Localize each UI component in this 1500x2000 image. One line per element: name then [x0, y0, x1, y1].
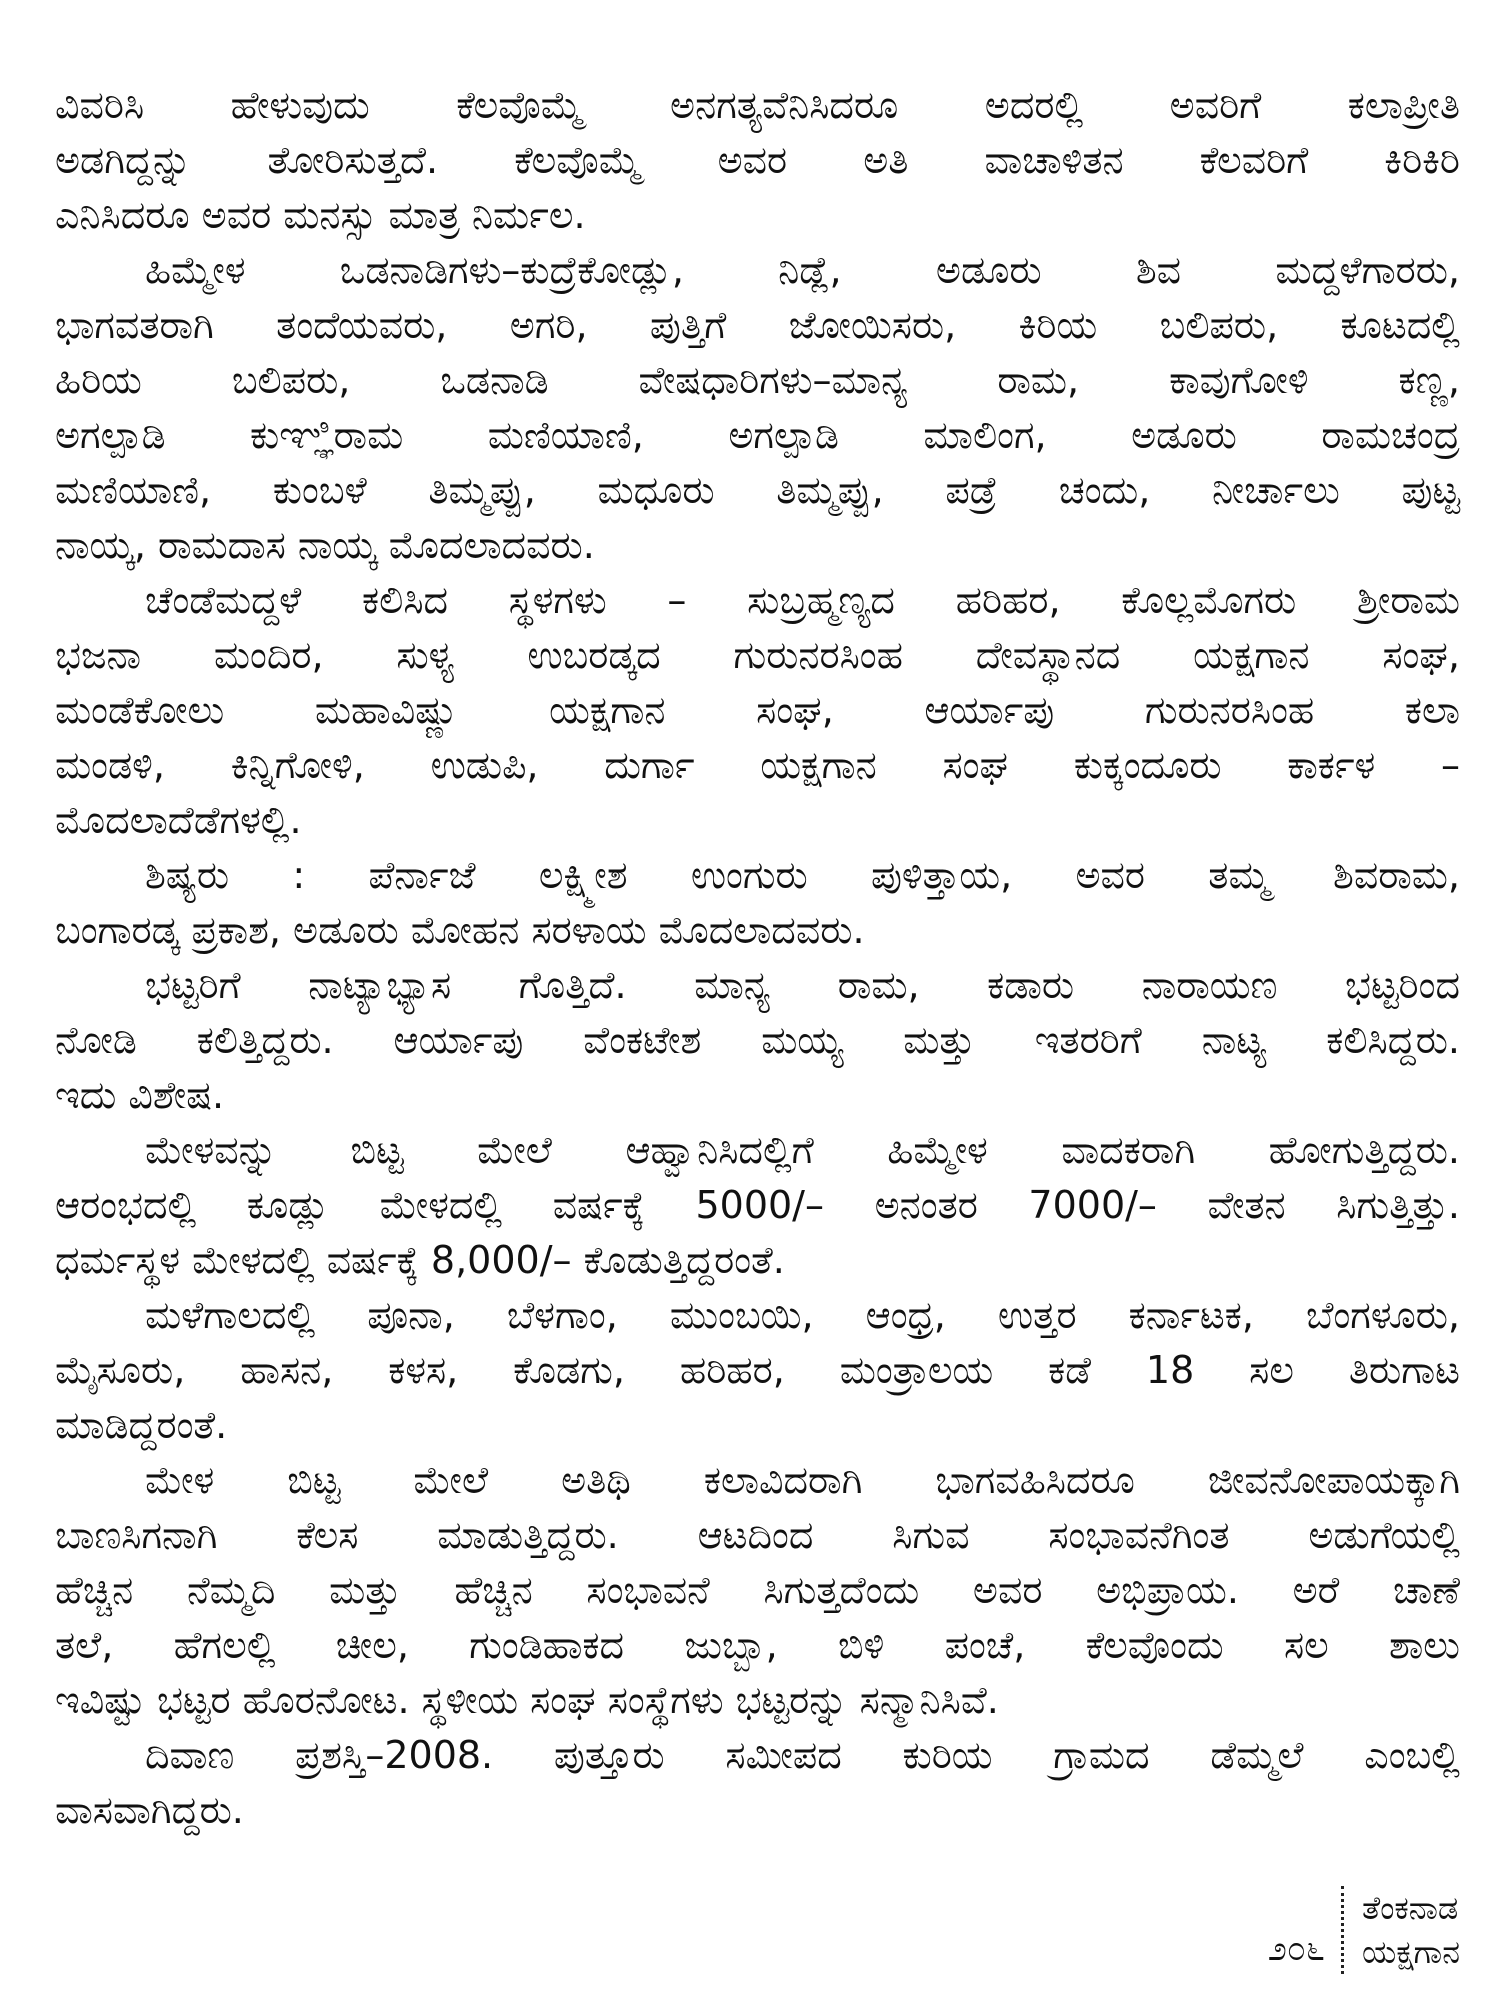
paragraph-7 — [55, 1288, 1460, 1453]
text-line: ಇವಿಷ್ಟು ಭಟ್ಟರ ಹೊರನೋಟ. ಸ್ಥಳೀಯ ಸಂಘ ಸಂಸ್ಥೆಗಳು ಭಟ್ಟರನ್ನು ಸನ್ಮಾನಿಸಿವೆ. — [55, 1678, 999, 1722]
text-line: ವಾಸವಾಗಿದ್ದರು. — [55, 1788, 244, 1832]
footer-divider — [1341, 1886, 1344, 1974]
text-line: ಧರ್ಮಸ್ಥಳ ಮೇಳದಲ್ಲಿ ವರ್ಷಕ್ಕೆ 8,000/– ಕೊಡುತ್ತಿದ್ದರಂತೆ. — [55, 1238, 785, 1282]
text-line: ದಿವಾಣ ಪ್ರಶಸ್ತಿ–2008. ಪುತ್ತೂರು ಸಮೀಪದ ಕುರಿಯ ಗ್ರಾಮದ ಡೆಮ್ಮಲೆ ಎಂಬಲ್ಲಿ — [145, 1733, 1460, 1777]
paragraph-8 — [55, 1453, 1460, 1728]
text-line: ಮಂಡೆಕೋಲು ಮಹಾವಿಷ್ಣು ಯಕ್ಷಗಾನ ಸಂಘ, ಆರ್ಯಾಪು ಗುರುನರಸಿಂಹ ಕಲಾ — [55, 688, 1460, 732]
text-line: ಮಂಡಳಿ, ಕಿನ್ನಿಗೋಳಿ, ಉಡುಪಿ, ದುರ್ಗಾ ಯಕ್ಷಗಾನ ಸಂಘ ಕುಕ್ಕಂದೂರು ಕಾರ್ಕಳ – — [55, 743, 1460, 787]
text-line: ಮೊದಲಾದೆಡೆಗಳಲ್ಲಿ. — [55, 798, 302, 842]
running-title-line-1: ತೆಂಕನಾಡ — [1361, 1889, 1459, 1927]
paragraph-2 — [55, 243, 1460, 573]
text-line: ಮಾಡಿದ್ದರಂತೆ. — [55, 1403, 228, 1447]
text-line: ಮಳೆಗಾಲದಲ್ಲಿ ಪೂನಾ, ಬೆಳಗಾಂ, ಮುಂಬಯಿ, ಆಂಧ್ರ, ಉತ್ತರ ಕರ್ನಾಟಕ, ಬೆಂಗಳೂರು, — [145, 1293, 1460, 1337]
text-line: ಆರಂಭದಲ್ಲಿ ಕೂಡ್ಲು ಮೇಳದಲ್ಲಿ ವರ್ಷಕ್ಕೆ 5000/– ಅನಂತರ 7000/– ವೇತನ ಸಿಗುತ್ತಿತ್ತು. — [55, 1183, 1460, 1227]
running-title-line-2: ಯಕ್ಷಗಾನ — [1361, 1933, 1460, 1971]
paragraph-4 — [55, 848, 1460, 958]
text-line: ಬಾಣಸಿಗನಾಗಿ ಕೆಲಸ ಮಾಡುತ್ತಿದ್ದರು. ಆಟದಿಂದ ಸಿಗುವ ಸಂಭಾವನೆಗಿಂತ ಅಡುಗೆಯಲ್ಲಿ — [55, 1513, 1460, 1557]
text-line: ನಾಯ್ಕ, ರಾಮದಾಸ ನಾಯ್ಕ ಮೊದಲಾದವರು. — [55, 523, 595, 567]
paragraph-1 — [55, 78, 1460, 243]
text-line: ಮೈಸೂರು, ಹಾಸನ, ಕಳಸ, ಕೊಡಗು, ಹರಿಹರ, ಮಂತ್ರಾಲಯ ಕಡೆ 18 ಸಲ ತಿರುಗಾಟ — [55, 1348, 1461, 1392]
text-line: ಭಜನಾ ಮಂದಿರ, ಸುಳ್ಯ ಉಬರಡ್ಕದ ಗುರುನರಸಿಂಹ ದೇವಸ್ಥಾನದ ಯಕ್ಷಗಾನ ಸಂಘ, — [55, 633, 1460, 677]
text-line: ಅಗಲ್ಪಾಡಿ ಕುಞ್ಞಿರಾಮ ಮಣಿಯಾಣಿ, ಅಗಲ್ಪಾಡಿ ಮಾಲಿಂಗ, ಅಡೂರು ರಾಮಚಂದ್ರ — [55, 413, 1460, 457]
text-line: ಹಿಮ್ಮೇಳ ಒಡನಾಡಿಗಳು–ಕುದ್ರೆಕೋಡ್ಲು, ನಿಡ್ಲೆ, ಅಡೂರು ಶಿವ ಮದ್ದಳೆಗಾರರು, — [145, 248, 1460, 292]
page-footer — [1268, 1880, 1460, 1980]
paragraph-5 — [55, 958, 1460, 1123]
text-line: ತಲೆ, ಹೆಗಲಲ್ಲಿ ಚೀಲ, ಗುಂಡಿಹಾಕದ ಜುಬ್ಬಾ, ಬಿಳಿ ಪಂಚೆ, ಕೆಲವೊಂದು ಸಲ ಶಾಲು — [55, 1623, 1460, 1667]
text-line: ಮೇಳ ಬಿಟ್ಟ ಮೇಲೆ ಅತಿಥಿ ಕಲಾವಿದರಾಗಿ ಭಾಗವಹಿಸಿದರೂ ಜೀವನೋಪಾಯಕ್ಕಾಗಿ — [145, 1458, 1460, 1502]
text-line: ಹಿರಿಯ ಬಲಿಪರು, ಒಡನಾಡಿ ವೇಷಧಾರಿಗಳು–ಮಾನ್ಯ ರಾಮ, ಕಾವುಗೋಳಿ ಕಣ್ಣ, — [55, 358, 1460, 402]
text-line: ಮೇಳವನ್ನು ಬಿಟ್ಟ ಮೇಲೆ ಆಹ್ವಾನಿಸಿದಲ್ಲಿಗೆ ಹಿಮ್ಮೇಳ ವಾದಕರಾಗಿ ಹೋಗುತ್ತಿದ್ದರು. — [145, 1128, 1460, 1172]
text-line: ಭಟ್ಟರಿಗೆ ನಾಟ್ಯಾಭ್ಯಾಸ ಗೊತ್ತಿದೆ. ಮಾನ್ಯ ರಾಮ, ಕಡಾರು ನಾರಾಯಣ ಭಟ್ಟರಿಂದ — [145, 963, 1460, 1007]
text-line: ಅಡಗಿದ್ದನ್ನು ತೋರಿಸುತ್ತದೆ. ಕೆಲವೊಮ್ಮೆ ಅವರ ಅತಿ ವಾಚಾಳಿತನ ಕೆಲವರಿಗೆ ಕಿರಿಕಿರಿ — [55, 138, 1460, 182]
text-line: ಚೆಂಡೆಮದ್ದಳೆ ಕಲಿಸಿದ ಸ್ಥಳಗಳು – ಸುಬ್ರಹ್ಮಣ್ಯದ ಹರಿಹರ, ಕೊಲ್ಲಮೊಗರು ಶ್ರೀರಾಮ — [145, 578, 1460, 622]
text-line: ಶಿಷ್ಯರು : ಪೆರ್ನಾಜೆ ಲಕ್ಷ್ಮೀಶ ಉಂಗುರು ಪುಳಿತ್ತಾಯ, ಅವರ ತಮ್ಮ ಶಿವರಾಮ, — [145, 853, 1460, 897]
page-body — [55, 78, 1460, 1838]
paragraph-9 — [55, 1728, 1460, 1838]
text-line: ಇದು ವಿಶೇಷ. — [55, 1073, 225, 1117]
running-title — [1362, 1886, 1460, 1974]
text-line: ಬಂಗಾರಡ್ಕ ಪ್ರಕಾಶ, ಅಡೂರು ಮೋಹನ ಸರಳಾಯ ಮೊದಲಾದವರು. — [55, 908, 865, 952]
text-line: ಎನಿಸಿದರೂ ಅವರ ಮನಸ್ಸು ಮಾತ್ರ ನಿರ್ಮಲ. — [55, 193, 586, 237]
page-number: ೨೦೬ — [1267, 1929, 1325, 1969]
text-line: ಹೆಚ್ಚಿನ ನೆಮ್ಮದಿ ಮತ್ತು ಹೆಚ್ಚಿನ ಸಂಭಾವನೆ ಸಿಗುತ್ತದೆಂದು ಅವರ ಅಭಿಪ್ರಾಯ. ಅರೆ ಚಾಣೆ — [55, 1568, 1460, 1612]
text-line: ನೋಡಿ ಕಲಿತ್ತಿದ್ದರು. ಆರ್ಯಾಪು ವೆಂಕಟೇಶ ಮಯ್ಯ ಮತ್ತು ಇತರರಿಗೆ ನಾಟ್ಯ ಕಲಿಸಿದ್ದರು. — [55, 1018, 1460, 1062]
text-line: ಭಾಗವತರಾಗಿ ತಂದೆಯವರು, ಅಗರಿ, ಪುತ್ತಿಗೆ ಜೋಯಿಸರು, ಕಿರಿಯ ಬಲಿಪರು, ಕೂಟದಲ್ಲಿ — [55, 303, 1460, 347]
paragraph-3 — [55, 573, 1460, 848]
text-line: ವಿವರಿಸಿ ಹೇಳುವುದು ಕೆಲವೊಮ್ಮೆ ಅನಗತ್ಯವೆನಿಸಿದರೂ ಅದರಲ್ಲಿ ಅವರಿಗೆ ಕಲಾಪ್ರೀತಿ — [55, 83, 1460, 127]
text-line: ಮಣಿಯಾಣಿ, ಕುಂಬಳೆ ತಿಮ್ಮಪ್ಪು, ಮಧೂರು ತಿಮ್ಮಪ್ಪು, ಪಡ್ರೆ ಚಂದು, ನೀರ್ಚಾಲು ಪುಟ್ಟ — [55, 468, 1460, 512]
paragraph-6 — [55, 1123, 1460, 1288]
